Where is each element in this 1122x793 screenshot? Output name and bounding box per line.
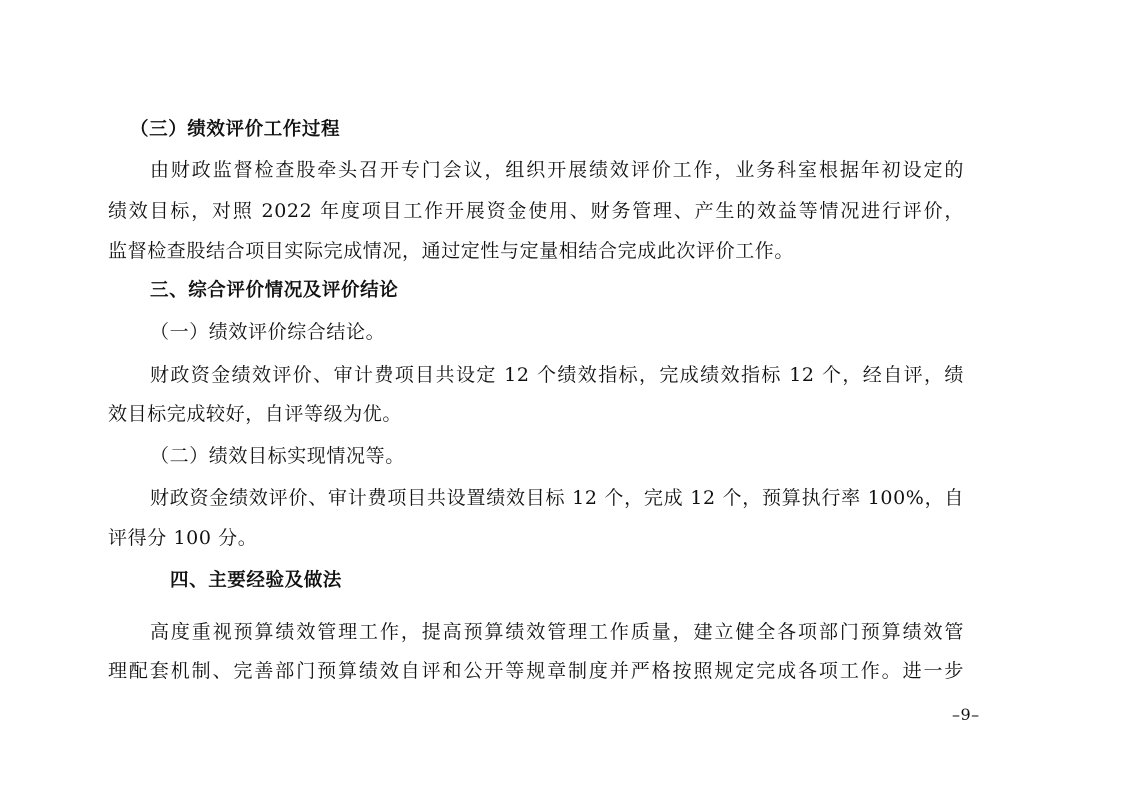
part-4-paragraph-line: 高度重视预算绩效管理工作，提高预算绩效管理工作质量，建立健全各项部门预算绩效管 xyxy=(150,621,964,643)
sub-1-paragraph-line: 效目标完成较好，自评等级为优。 xyxy=(108,403,403,425)
sub-2-heading: （二）绩效目标实现情况等。 xyxy=(150,445,405,467)
part-4-paragraph-line: 理配套机制、完善部门预算绩效自评和公开等规章制度并严格按照规定完成各项工作。进一步 xyxy=(108,660,964,682)
part-4-heading: 四、主要经验及做法 xyxy=(170,570,342,591)
part-3-heading: 三、综合评价情况及评价结论 xyxy=(150,280,399,301)
section-3-paragraph-line: 由财政监督检查股牵头召开专门会议，组织开展绩效评价工作，业务科室根据年初设定的 xyxy=(150,159,964,181)
section-3-paragraph-line: 监督检查股结合项目实际完成情况，通过定性与定量相结合完成此次评价工作。 xyxy=(108,240,795,262)
section-3-paragraph-line: 绩效目标，对照 2022 年度项目工作开展资金使用、财务管理、产生的效益等情况进行评价， xyxy=(108,200,964,222)
sub-1-heading: （一）绩效评价综合结论。 xyxy=(150,321,386,343)
sub-2-paragraph-line: 评得分 100 分。 xyxy=(108,527,258,549)
section-3-heading: （三）绩效评价工作过程 xyxy=(130,119,341,140)
sub-2-paragraph-line: 财政资金绩效评价、审计费项目共设置绩效目标 12 个，完成 12 个，预算执行率 100%，自 xyxy=(150,487,964,509)
sub-1-paragraph-line: 财政资金绩效评价、审计费项目共设定 12 个绩效指标，完成绩效指标 12 个，经自评，绩 xyxy=(150,364,964,386)
page-number: –9– xyxy=(952,705,980,724)
